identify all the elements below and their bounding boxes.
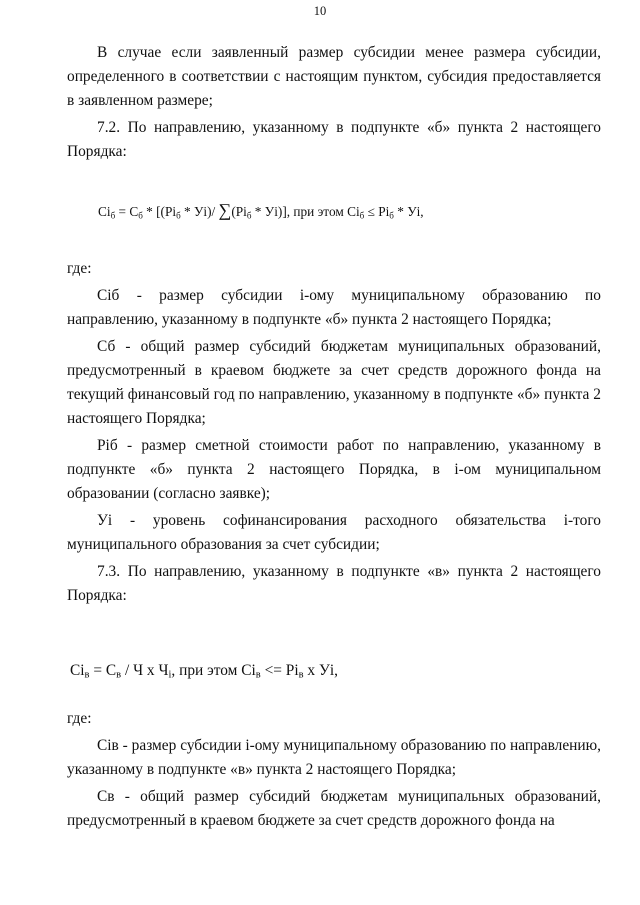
definition-c-v: Св - общий размер субсидий бюджетам муниципальных образований, предусмотренный в краевом бюджете за счет средств дорожного фонда на [67,788,601,829]
block-definitions-b [67,257,601,611]
where-label-2: где: [67,710,92,727]
where-label: где: [67,260,92,277]
page-number: 10 [313,4,327,18]
block-definitions-v [67,707,601,836]
definition-pi-b: Piб - размер сметной стоимости работ по направлению, указанному в подпункте «б» пункта 2 настоящего Порядка, в i-ом муниципальном образовании (согласно заявке); [67,437,601,502]
definition-c-b: Сб - общий размер субсидий бюджетам муниципальных образований, предусмотренный в краевом бюджете за счет средств дорожного фонда на текущий финансовый год по направлению, указанному в подпункте «б» пункта 2 настоящего Порядка; [67,338,601,427]
paragraph-7-3: 7.3. По направлению, указанному в подпункте «в» пункта 2 настоящего Порядка: [67,563,601,604]
block-intro [67,41,601,167]
definition-ci-v: Ciв - размер субсидии i-ому муниципальному образованию по направлению, указанному в подпункте «в» пункта 2 настоящего Порядка; [67,737,601,778]
paragraph-7-2: 7.2. По направлению, указанному в подпункте «б» пункта 2 настоящего Порядка: [67,119,601,160]
formula-7-3: $Ci_в = С_в / Ч$ х $Ч_i$, при этом $Ci_в <= Pi_в$ х Уi, [70,662,338,681]
formula-7-2: $Ci_б = С_б * [(Pi_б * Уi)/$ $\sum(Pi_б * Уi)$], при этом $Ci_б \le Pi_б$ * Уi, [98,200,424,221]
definition-ci-b: Ciб - размер субсидии i-ому муниципальному образованию по направлению, указанному в подпункте «б» пункта 2 настоящего Порядка; [67,287,601,328]
paragraph-claimed-size: В случае если заявленный размер субсидии менее размера субсидии, определенного в соответствии с настоящим пунктом, субсидия предоставляется в заявленном размере; [67,44,601,109]
definition-ui: Уi - уровень софинансирования расходного обязательства i-того муниципального образования за счет субсидии; [67,512,601,553]
